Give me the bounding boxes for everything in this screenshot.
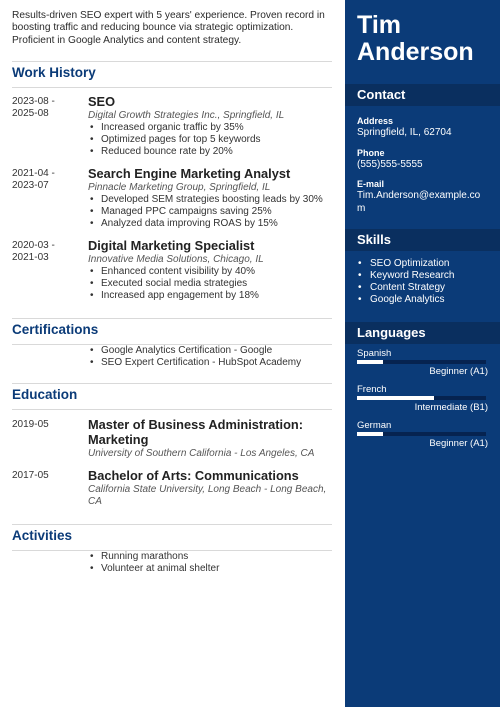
school: University of Southern California - Los Angeles, CA bbox=[88, 448, 315, 460]
divider bbox=[12, 383, 332, 384]
degree-title: Bachelor of Arts: Communications bbox=[88, 468, 299, 484]
job-title: Search Engine Marketing Analyst bbox=[88, 166, 291, 182]
phone-label: Phone bbox=[357, 147, 385, 158]
job-bullets bbox=[88, 194, 333, 230]
divider bbox=[12, 61, 332, 62]
education-entry bbox=[12, 468, 333, 508]
list-item: • Reduced bounce rate by 20% bbox=[88, 146, 333, 158]
section-title-activities: Activities bbox=[12, 528, 73, 544]
job-bullets bbox=[88, 266, 333, 302]
list-item: • Executed social media strategies bbox=[88, 278, 333, 290]
contact-block bbox=[345, 106, 500, 215]
divider bbox=[12, 409, 332, 410]
list-item: • Increased app engagement by 18% bbox=[88, 290, 333, 302]
list-item: • Increased organic traffic by 35% bbox=[88, 122, 333, 134]
language-proficiency-fill bbox=[357, 432, 383, 436]
company: Digital Growth Strategies Inc., Springfield, IL bbox=[88, 110, 285, 122]
work-date: 2021-04 - 2023-07 bbox=[12, 168, 55, 192]
professional-summary: Results-driven SEO expert with 5 years' experience. Proven record in boosting traffic and reducing bounce via strategic optimization. Proficient in Google Analytics and content strategy. bbox=[12, 10, 325, 46]
list-item: • Enhanced content visibility by 40% bbox=[88, 266, 333, 278]
first-name: Tim bbox=[357, 11, 401, 39]
education-entry bbox=[12, 417, 333, 460]
language-proficiency-bar bbox=[357, 360, 486, 364]
section-title-certifications: Certifications bbox=[12, 322, 99, 338]
email-value: Tim.Anderson@example.com bbox=[357, 190, 481, 214]
list-item: • Developed SEM strategies boosting leads by 30% bbox=[88, 194, 333, 206]
language-proficiency-bar bbox=[357, 432, 486, 436]
candidate-name bbox=[345, 0, 500, 66]
work-date: 2023-08 - 2025-08 bbox=[12, 96, 55, 120]
certification-list bbox=[88, 345, 333, 369]
list-item: • Managed PPC campaigns saving 25% bbox=[88, 206, 333, 218]
language-item bbox=[345, 384, 500, 414]
degree-title: Master of Business Administration: Marketing bbox=[88, 417, 303, 448]
address-label: Address bbox=[357, 116, 394, 126]
activities-header bbox=[12, 524, 333, 548]
school: California State University, Long Beach - Long Beach, CA bbox=[88, 484, 327, 508]
language-level: Intermediate (B1) bbox=[414, 402, 488, 413]
language-name: French bbox=[357, 384, 387, 395]
list-item: • Google Analytics bbox=[357, 294, 488, 306]
education-date: 2017-05 bbox=[12, 470, 49, 482]
section-title-education: Education bbox=[12, 387, 78, 403]
list-item: • Running marathons bbox=[88, 551, 333, 563]
company: Innovative Media Solutions, Chicago, IL bbox=[88, 254, 264, 266]
language-proficiency-fill bbox=[357, 360, 383, 364]
languages-heading: Languages bbox=[345, 322, 500, 344]
list-item: • Analyzed data improving ROAS by 15% bbox=[88, 218, 333, 230]
work-entry bbox=[12, 166, 333, 230]
divider bbox=[12, 87, 332, 88]
education-date: 2019-05 bbox=[12, 419, 49, 431]
skills-list bbox=[345, 251, 500, 306]
work-entry bbox=[12, 94, 333, 158]
work-date: 2020-03 - 2021-03 bbox=[12, 240, 55, 264]
email-label: E-mail bbox=[357, 179, 385, 189]
section-title-work-history: Work History bbox=[12, 65, 96, 81]
language-name: German bbox=[357, 420, 392, 431]
list-item: • Google Analytics Certification - Google bbox=[88, 345, 333, 357]
phone-value: (555)555-5555 bbox=[357, 158, 423, 170]
company: Pinnacle Marketing Group, Springfield, IL bbox=[88, 182, 271, 194]
list-item: • Keyword Research bbox=[357, 270, 488, 282]
list-item: • Volunteer at animal shelter bbox=[88, 563, 333, 575]
language-item bbox=[345, 348, 500, 378]
list-item: • SEO Expert Certification - HubSpot Academy bbox=[88, 357, 333, 369]
language-item bbox=[345, 420, 500, 450]
contact-heading: Contact bbox=[345, 84, 500, 106]
sidebar bbox=[345, 0, 500, 707]
address-value: Springfield, IL, 62704 bbox=[357, 127, 452, 138]
language-name: Spanish bbox=[357, 348, 392, 359]
work-entry bbox=[12, 238, 333, 302]
language-level: Beginner (A1) bbox=[429, 438, 488, 449]
job-bullets bbox=[88, 122, 333, 158]
certifications-header bbox=[12, 318, 333, 342]
list-item: • Optimized pages for top 5 keywords bbox=[88, 134, 333, 146]
language-proficiency-bar bbox=[357, 396, 486, 400]
last-name: Anderson bbox=[357, 38, 474, 66]
job-title: Digital Marketing Specialist bbox=[88, 238, 255, 254]
job-title: SEO bbox=[88, 94, 116, 110]
list-item: • SEO Optimization bbox=[357, 258, 488, 270]
divider bbox=[12, 524, 332, 525]
list-item: • Content Strategy bbox=[357, 282, 488, 294]
work-history-header bbox=[12, 61, 333, 85]
education-header bbox=[12, 383, 333, 407]
language-proficiency-fill bbox=[357, 396, 434, 400]
skills-heading: Skills bbox=[345, 229, 500, 251]
activities-list bbox=[88, 551, 333, 575]
language-level: Beginner (A1) bbox=[429, 366, 488, 377]
divider bbox=[12, 318, 332, 319]
